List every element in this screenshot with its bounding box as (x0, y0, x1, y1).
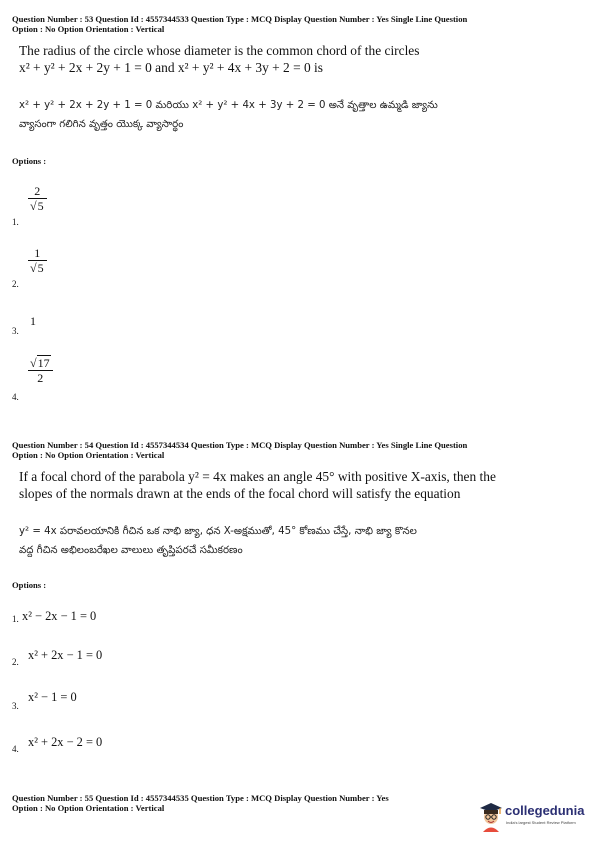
graduate-mascot-icon (478, 799, 504, 833)
question-telugu: y² = 4x పరావలయానికి గీచిన ఒక నాభి జ్యా, ధన X-అక్షముతో, 45° కోణము చేస్తే, నాభి జ్యా కొనల వద్ద గీచిన అభిలంబరేఖల వాలులు తృప్తిపరచే సమీకరణం (19, 526, 417, 556)
option-number: 1. (12, 217, 19, 227)
q53-option-4[interactable] (12, 356, 92, 406)
option-text: x² + 2x − 2 = 0 (28, 735, 103, 749)
fraction: 1 √5 (28, 246, 47, 275)
option-number: 3. (12, 701, 19, 711)
question-telugu: x² + y² + 2x + 2y + 1 = 0 మరియు x² + y² + 4x + 3y + 2 = 0 అనే వృత్తాల ఉమ్మడి జ్యాను వ్యాసంగా గలిగిన వృత్తం యొక్క వ్యాసార్థం (19, 100, 438, 130)
fraction: √17 2 (28, 356, 53, 385)
options-label: Options : (12, 156, 47, 166)
q54-option-1[interactable] (12, 609, 212, 629)
collegedunia-logo (478, 797, 590, 835)
fraction: 2 √5 (28, 184, 47, 213)
q53-option-1[interactable] (12, 184, 92, 234)
option-number: 2. (12, 657, 19, 667)
q53-option-2[interactable] (12, 246, 92, 296)
options-label: Options : (12, 580, 47, 590)
q54-option-3[interactable] (12, 690, 212, 714)
q54-option-4[interactable] (12, 735, 212, 757)
option-text: x² + 2x − 1 = 0 (28, 648, 103, 662)
question-meta: Question Number : 53 Question Id : 4557344533 Question Type : MCQ Display Question Number : Yes Single Line Question (12, 14, 468, 24)
option-text: 1 (30, 314, 36, 328)
q53-option-3[interactable] (12, 314, 92, 340)
question-meta: Question Number : 55 Question Id : 4557344535 Question Type : MCQ Display Question Number : Yes (12, 793, 389, 803)
option-meta: Option : No Option Orientation : Vertical (12, 803, 165, 813)
option-number: 4. (12, 744, 19, 754)
option-number: 2. (12, 279, 19, 289)
option-text: x² − 2x − 1 = 0 (22, 609, 97, 623)
question-meta: Question Number : 54 Question Id : 4557344534 Question Type : MCQ Display Question Number : Yes Single Line Question (12, 440, 468, 450)
question-54 (12, 440, 582, 590)
question-53 (12, 14, 582, 166)
logo-wordmark: collegedunia (505, 803, 585, 818)
logo-tagline: India's largest Student Review Platform (506, 820, 576, 825)
q54-option-2[interactable] (12, 648, 212, 670)
question-stem: The radius of the circle whose diameter is the common chord of the circles x² + y² + 2x + 2y + 1 = 0 and x² + y² + 4x + 3y + 2 = 0 is (19, 43, 420, 75)
option-meta: Option : No Option Orientation : Vertical (12, 24, 165, 34)
option-meta: Option : No Option Orientation : Vertical (12, 450, 165, 460)
option-number: 3. (12, 326, 19, 336)
option-number: 4. (12, 392, 19, 402)
option-number: 1. (12, 614, 19, 624)
option-text: x² − 1 = 0 (28, 690, 77, 704)
question-stem: If a focal chord of the parabola y² = 4x makes an angle 45° with positive X-axis, then the slopes of the normals drawn at the ends of the focal chord will satisfy the equation (19, 469, 496, 501)
